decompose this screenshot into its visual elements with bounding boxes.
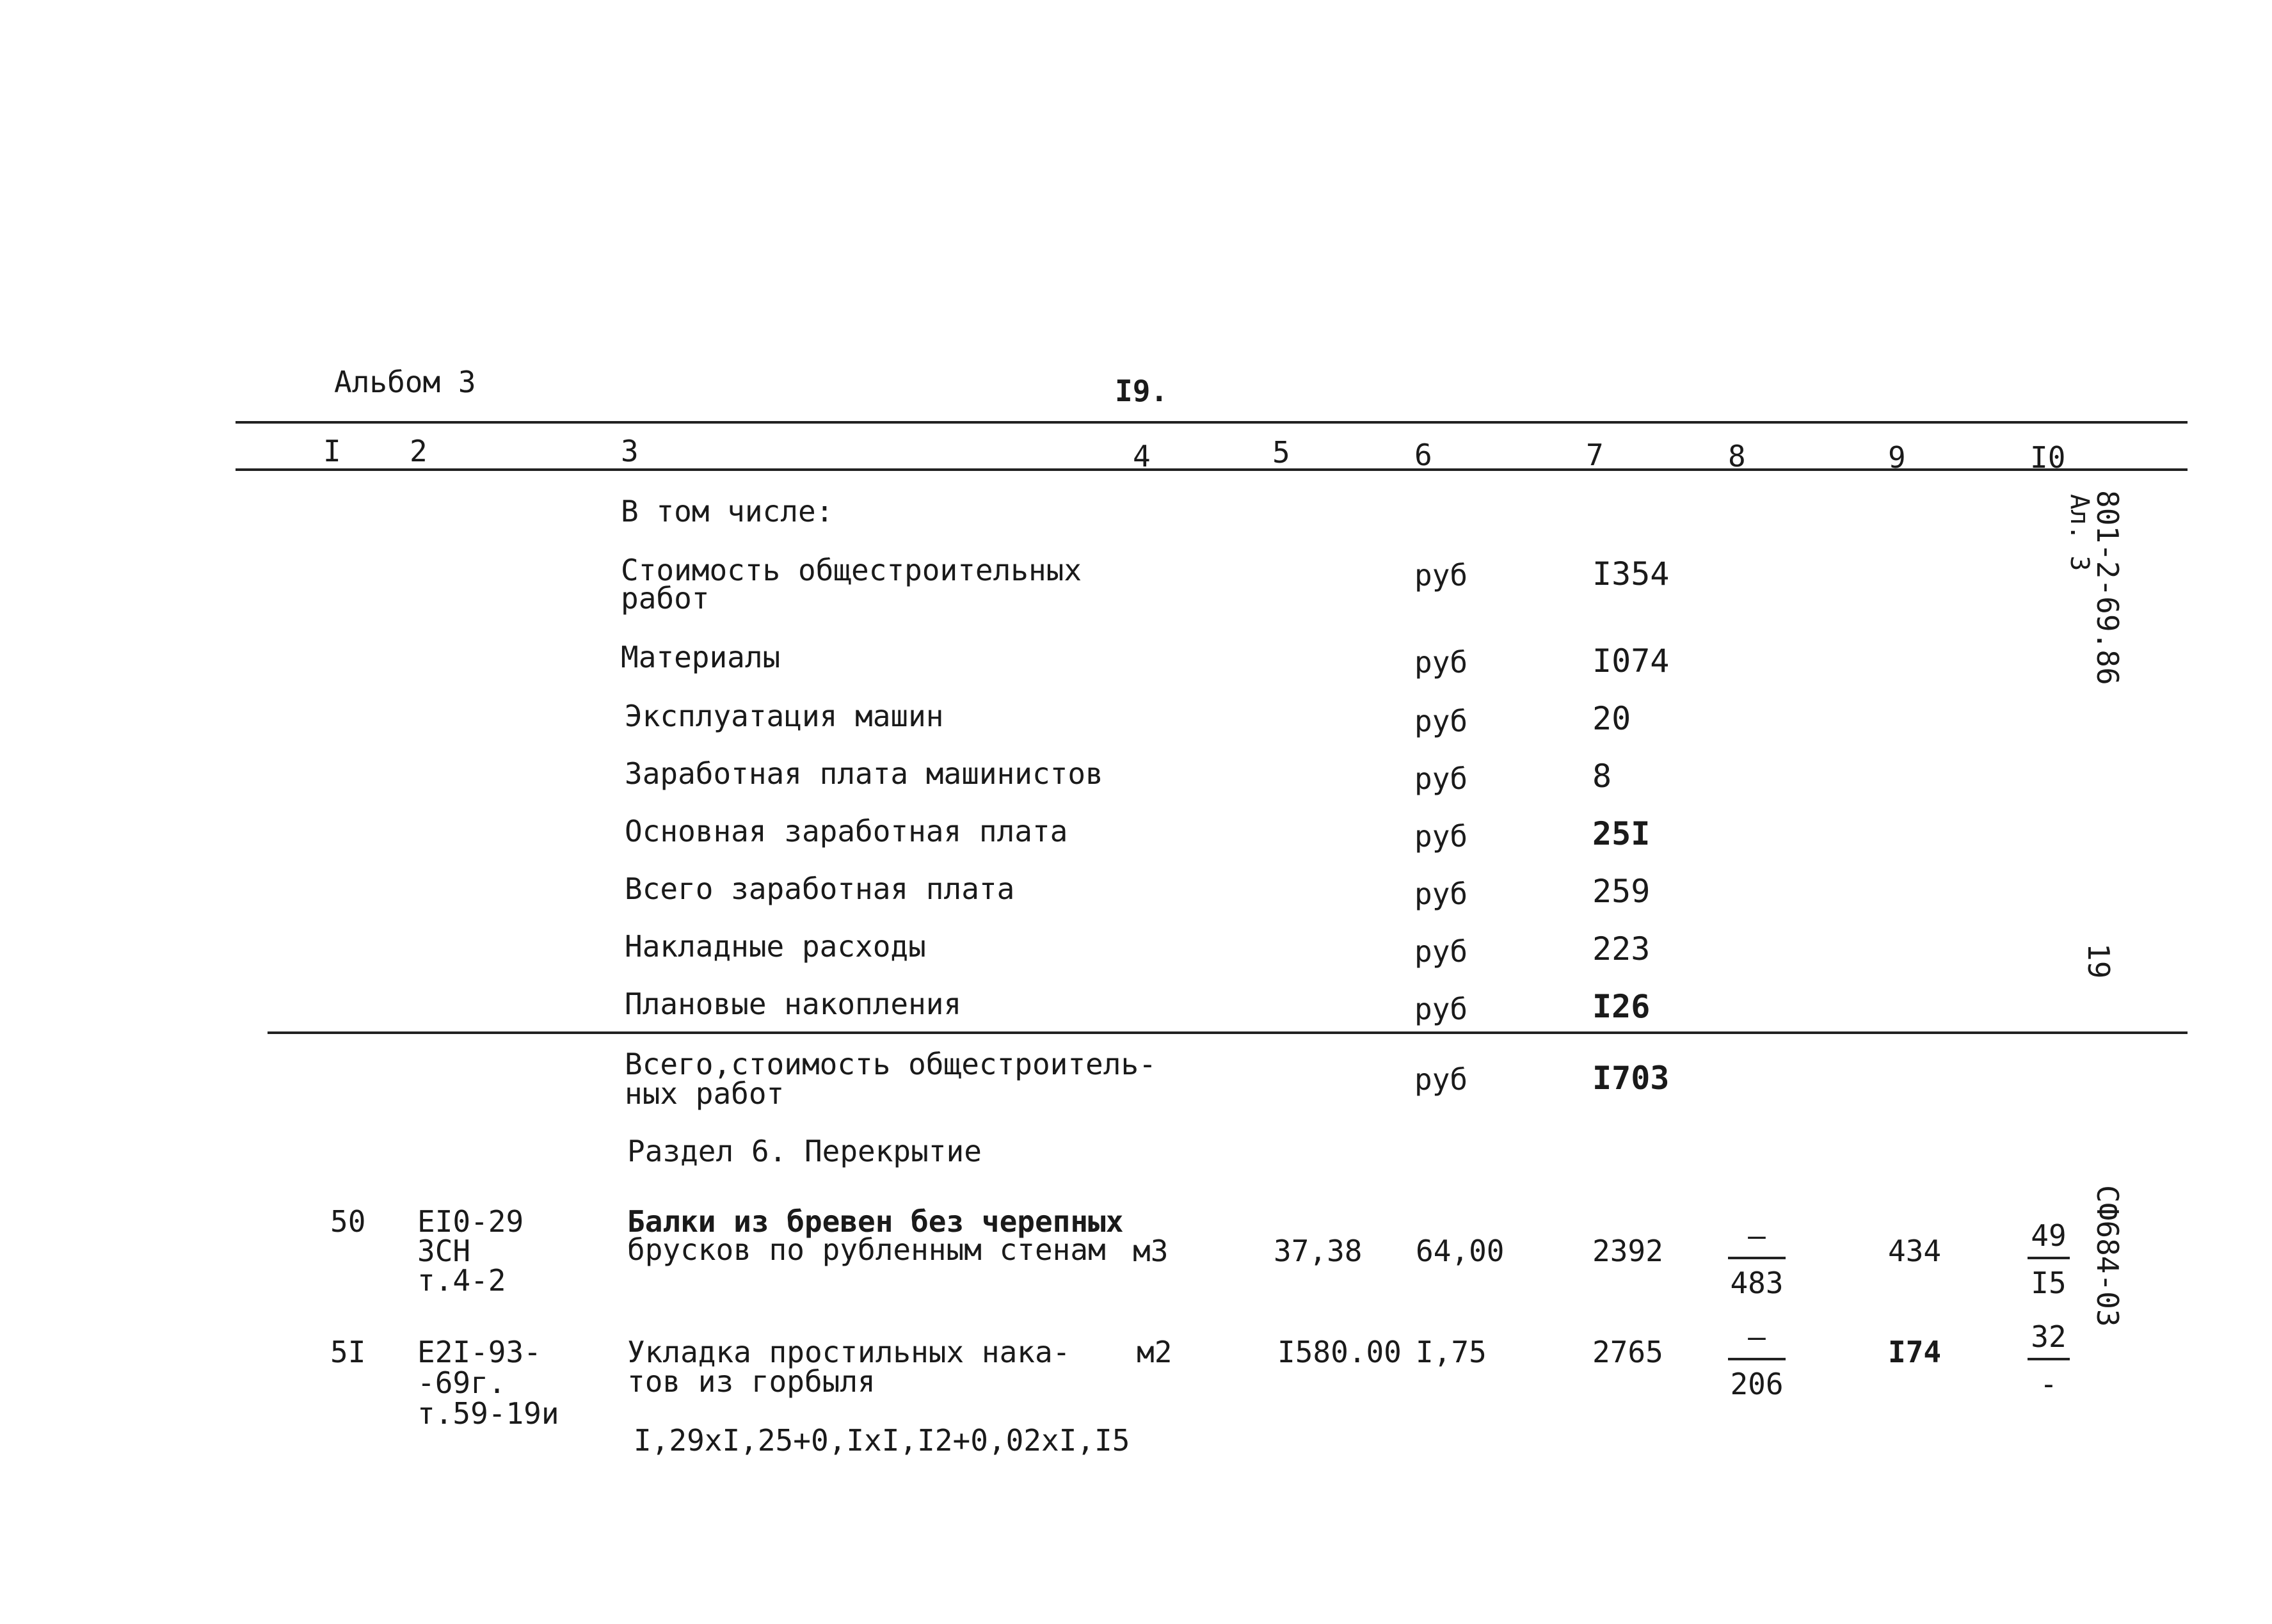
item-description-cont: тов из горбыля [627,1364,876,1399]
margin-album: Ал. 3 [2065,494,2094,571]
total-value: I703 [1592,1060,1670,1097]
column-number: 2 [410,434,428,468]
fraction-numerator: – [1748,1319,1766,1354]
fraction-bar [1728,1257,1786,1259]
item-unit: м2 [1137,1335,1172,1369]
fraction-numerator: 32 [2031,1319,2067,1354]
item-col8-fraction [1728,1319,1786,1401]
column-number: 6 [1414,438,1432,472]
item-description-cont: брусков по рубленным стенам [627,1232,1106,1267]
subtotal-unit: руб [1414,877,1468,911]
item-quantity: 37,38 [1274,1234,1363,1268]
margin-page-number: 19 [2081,943,2116,979]
item-col10-fraction [2028,1319,2070,1401]
item-unit-price: I,75 [1416,1335,1487,1369]
page-number: I9. [1115,374,1169,408]
section-title: Раздел 6. Перекрытие [627,1134,982,1168]
column-number: 3 [621,434,639,468]
subtotal-unit: руб [1414,558,1468,593]
item-unit: м3 [1133,1234,1169,1268]
subtotal-label: Эксплуатация машин [625,699,944,733]
column-number: 5 [1272,435,1290,470]
item-unit-price: 64,00 [1416,1234,1505,1268]
fraction-denominator: - [2040,1367,2058,1401]
item-code: E2I-93- [417,1335,541,1369]
item-number: 50 [330,1204,366,1239]
item-quantity: I580.00 [1277,1335,1402,1369]
fraction-numerator: 49 [2031,1218,2067,1253]
item-code: т.4-2 [417,1263,506,1298]
item-code: ЗСН [417,1234,471,1268]
subtotal-unit: руб [1414,934,1468,969]
subtotal-label: Заработная плата машинистов [625,756,1103,791]
fraction-numerator: – [1748,1218,1766,1253]
column-number: 4 [1133,439,1151,474]
item-code: т.59-19и [417,1396,559,1431]
fraction-denominator: I5 [2031,1266,2067,1300]
total-label: Всего,стоимость общестроитель- [625,1047,1156,1081]
subtotal-unit: руб [1414,645,1468,680]
item-cost: 2765 [1592,1335,1663,1369]
column-number: 7 [1586,438,1604,472]
subtotal-value: 8 [1592,758,1612,795]
item-code: EI0-29 [417,1204,524,1239]
subtotals-intro: В том числе: [621,494,834,529]
margin-stamp: СФ684-03 [2090,1185,2125,1327]
item-description: Укладка простильных нака- [627,1335,1071,1369]
subtotal-label: Плановые накопления [625,987,962,1021]
margin-doc-code: 801-2-69.86 [2090,490,2125,685]
total-unit: руб [1414,1062,1468,1097]
subtotal-unit: руб [1414,761,1468,796]
subtotal-unit: руб [1414,992,1468,1026]
item-description: Балки из бревен без черепных [627,1204,1124,1239]
total-label-cont: ных работ [625,1076,785,1111]
fraction-denominator: 206 [1730,1367,1784,1401]
subtotal-label: Всего заработная плата [625,872,1015,906]
subtotal-label-cont: работ [621,581,710,616]
subtotal-value: 20 [1592,700,1631,737]
fraction-bar [2028,1257,2070,1259]
column-number: I [323,434,341,468]
album-label: Альбом 3 [334,365,476,399]
item-number: 5I [330,1335,366,1369]
item-col8-fraction [1728,1218,1786,1300]
item-col9: 434 [1888,1234,1942,1268]
item-code: -69г. [417,1365,506,1400]
subtotal-value: I26 [1592,988,1651,1025]
column-number: I0 [2030,440,2066,475]
fraction-denominator: 483 [1730,1266,1784,1300]
subtotal-value: 259 [1592,873,1651,910]
fraction-bar [1728,1358,1786,1360]
subtotal-label: Материалы [621,640,781,674]
header-rule-top [236,421,2188,424]
subtotal-label: Стоимость общестроительных [621,553,1082,587]
subtotal-unit: руб [1414,704,1468,738]
item-cost: 2392 [1592,1234,1663,1268]
subtotal-value: I074 [1592,642,1670,680]
item-col10-fraction [2028,1218,2070,1300]
quantity-formula: I,29xI,25+0,IxI,I2+0,02xI,I5 [634,1423,1130,1458]
subtotal-unit: руб [1414,819,1468,854]
subtotal-value: 25I [1592,815,1651,852]
subtotal-divider [268,1031,2188,1034]
item-col9: I74 [1888,1335,1942,1369]
subtotal-label: Накладные расходы [625,929,926,964]
column-number: 8 [1728,439,1746,474]
subtotal-value: 223 [1592,930,1651,967]
subtotal-value: I354 [1592,555,1670,593]
fraction-bar [2028,1358,2070,1360]
column-number: 9 [1888,440,1906,475]
subtotal-label: Основная заработная плата [625,814,1068,848]
